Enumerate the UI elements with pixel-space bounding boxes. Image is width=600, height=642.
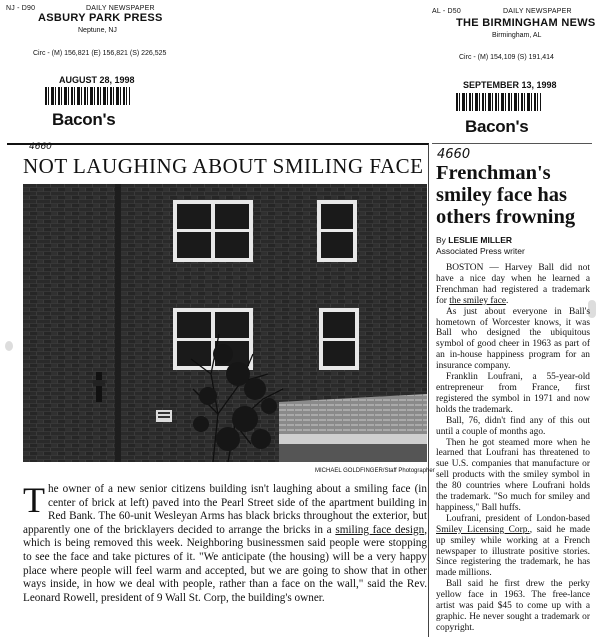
- right-byline: [436, 235, 591, 257]
- right-paragraph-4: Ball, 76, didn't find any of this out until a couple of months ago.: [436, 415, 590, 437]
- left-clip-circ: Circ - (M) 156,821 (E) 156,821 (S) 226,525: [33, 50, 167, 57]
- right-paragraph-6: Loufrani, president of London-based Smiley Licensing Corp., said he made up smiley while working at a French newspaper to illustrate positive stories. Since registering the trademark, he has made millions.: [436, 513, 590, 579]
- right-handwritten-note: 4660: [437, 147, 471, 162]
- right-body-text: [436, 263, 590, 634]
- left-clip-type: DAILY NEWSPAPER: [86, 5, 155, 12]
- left-clip-service-logo: Bacon's: [52, 110, 116, 129]
- right-clip-paper: THE BIRMINGHAM NEWS: [456, 17, 596, 29]
- building-photo: [23, 184, 427, 462]
- photo-credit: MICHAEL GOLDFINGER/Staff Photographer: [315, 468, 435, 474]
- right-clip-service-logo: Bacon's: [465, 117, 529, 136]
- byline-name: LESLIE MILLER: [448, 235, 513, 245]
- right-headline: Frenchman's smiley face has others frowning: [436, 162, 576, 228]
- window-upper-right: [317, 200, 357, 262]
- left-clip-code: NJ - D90: [6, 5, 36, 12]
- right-clip-circ: Circ - (M) 154,109 (S) 191,414: [459, 54, 554, 61]
- left-clip-header: [0, 0, 300, 140]
- left-clip-paper: ASBURY PARK PRESS: [38, 12, 163, 24]
- right-paragraph-5: Then he got steamed more when he learned that Loufrani has threatened to sue U.S. companies that manufacture or sell products with the smiley symbol in the 80 countries where Loufrani holds the trademark. "So much for smiley and happiness," Ball huffs.: [436, 437, 590, 513]
- right-paragraph-1: BOSTON — Harvey Ball did not have a nice day when he learned a Frenchman had registered a trademark for the smiley face.: [436, 263, 590, 306]
- left-clip-barcode: [45, 87, 130, 105]
- left-clip-date: AUGUST 28, 1998: [59, 75, 135, 85]
- window-upper-left: [173, 200, 253, 262]
- right-article: [432, 143, 592, 636]
- left-dropcap: T: [23, 480, 45, 520]
- right-smiley-link: the smiley face: [449, 295, 507, 306]
- right-paragraph-3: Franklin Loufrani, a 55-year-old entrepreneur from France, first registered the symbol in 1971 and now holds the trademark.: [436, 372, 590, 415]
- left-headline: NOT LAUGHING ABOUT SMILING FACE: [23, 154, 424, 178]
- right-clip-city: Birmingham, AL: [492, 32, 542, 39]
- right-clip-code: AL - D50: [432, 8, 461, 15]
- right-company-link: Smiley Licensing Corp.: [436, 524, 530, 535]
- right-paragraph-2: As just about everyone in Ball's hometown of Worcester knows, it was Ball who designed the ubiquitous symbol of good cheer in 1963 as part of an in-house happiness program for an insurance company.: [436, 306, 590, 372]
- left-handwritten-note: 4660: [29, 142, 52, 152]
- left-body-highlight: smiling face design: [335, 523, 425, 536]
- left-body-part-2: , which is being removed this week. Neighboring businessmen said people were stopping to see the face and take pictures of it. "We anticipate (the housing) will be a very happy place where people will feel warm and accepted, but we are going to show that in other ways inside, in how we deal with people, rather than a face on the wall," said the Rev. Leonard Rowell, president of 9 Wall St. Corp, the building's owner.: [23, 523, 427, 604]
- byline-org: Associated Press writer: [436, 246, 525, 256]
- left-body-text: [23, 480, 427, 605]
- left-article: [7, 142, 435, 637]
- left-clip-city: Neptune, NJ: [78, 27, 117, 34]
- right-clip-date: SEPTEMBER 13, 1998: [463, 80, 557, 90]
- byline-prefix: By: [436, 235, 449, 245]
- right-clip-header: [430, 0, 600, 140]
- right-clip-type: DAILY NEWSPAPER: [503, 8, 572, 15]
- right-paragraph-7: Ball said he first drew the perky yellow face in 1963. The free-lance artist was paid $45 to come up with a graphic. He never sought a trademark or copyright.: [436, 579, 590, 633]
- right-clip-barcode: [456, 93, 541, 111]
- left-body-part-1: he owner of a new senior citizens building isn't laughing about a smiling face (in center of brick at left) paved into the Pearl Street side of the apartment building in Red Bank. The 60-unit Wesleyan Arms has black bricks throughout the exterior, but apparently one of the bricklayers decided to arrange the bricks in a: [23, 483, 427, 536]
